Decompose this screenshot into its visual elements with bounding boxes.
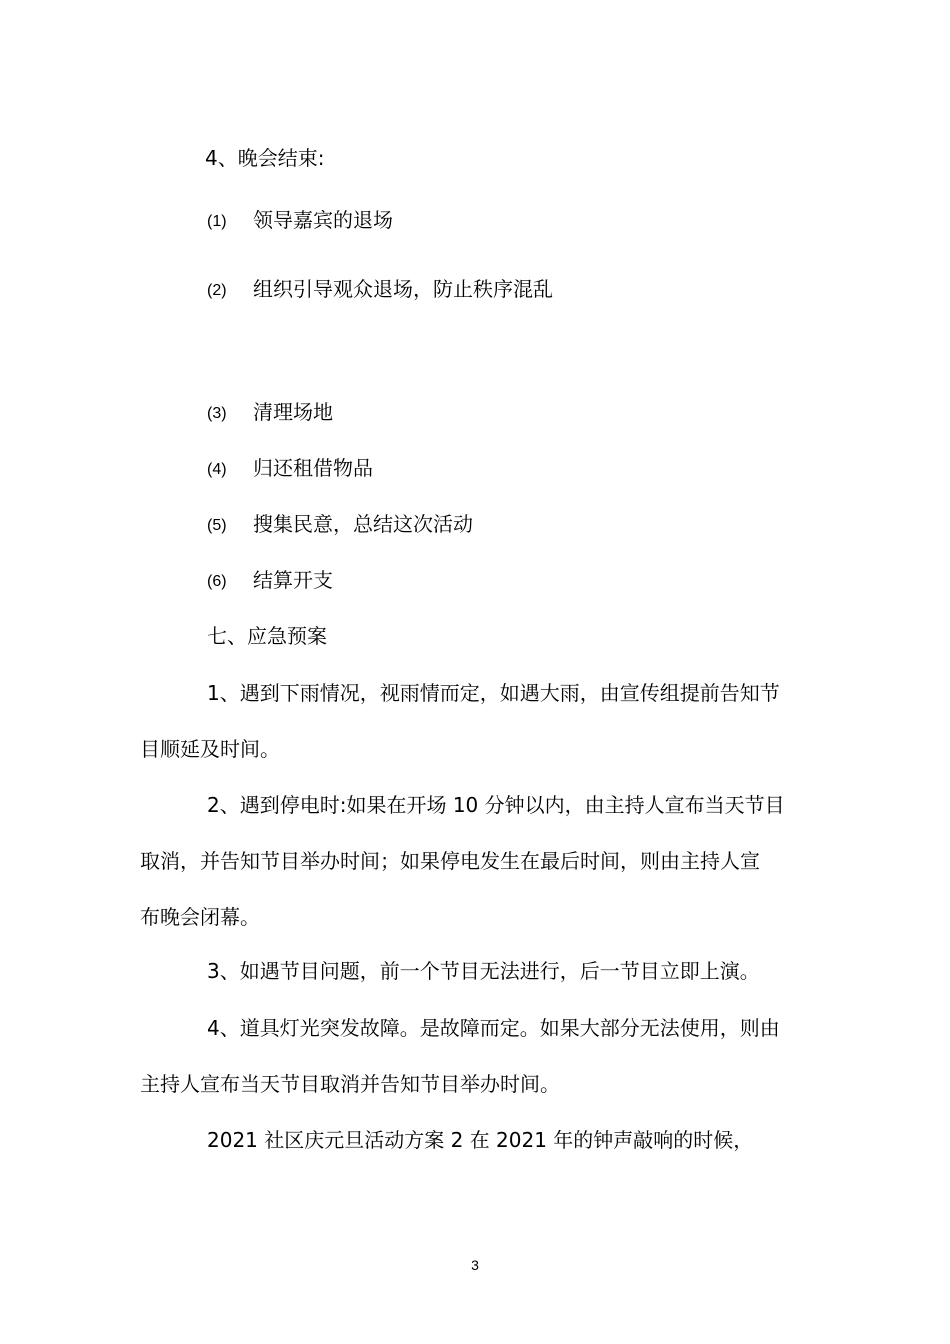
paragraph-line: 主持人宣布当天节目取消并告知节目举办时间。 <box>140 1072 560 1096</box>
paragraph-line: 布晚会闭幕。 <box>140 905 260 929</box>
paragraph-line: 1、遇到下雨情况，视雨情而定，如遇大雨，由宣传组提前告知节 <box>207 681 780 705</box>
list-item-number: (5) <box>207 517 227 534</box>
list-item-text: 结算开支 <box>253 568 333 592</box>
list-item-number: (4) <box>207 461 227 478</box>
list-item-text: 清理场地 <box>253 400 333 424</box>
list-item-number: (6) <box>207 573 227 590</box>
paragraph-line: 2021 社区庆元旦活动方案 2 在 2021 年的钟声敲响的时候， <box>207 1128 754 1152</box>
list-item-text: 搜集民意，总结这次活动 <box>253 512 473 536</box>
section-heading-4: 4、晚会结束: <box>205 146 325 170</box>
paragraph-line: 4、道具灯光突发故障。是故障而定。如果大部分无法使用，则由 <box>207 1016 780 1040</box>
paragraph-line: 3、如遇节目问题，前一个节目无法进行，后一节目立即上演。 <box>207 959 760 983</box>
page-number: 3 <box>471 1257 479 1273</box>
paragraph-line: 取消，并告知节目举办时间；如果停电发生在最后时间，则由主持人宣 <box>140 849 760 873</box>
list-item-text: 组织引导观众退场，防止秩序混乱 <box>253 277 553 301</box>
list-item-number: (1) <box>207 213 227 230</box>
list-item-text: 归还租借物品 <box>253 456 373 480</box>
list-item-text: 领导嘉宾的退场 <box>253 208 393 232</box>
list-item-number: (3) <box>207 405 227 422</box>
paragraph-line: 2、遇到停电时:如果在开场 10 分钟以内，由主持人宣布当天节目 <box>207 793 785 817</box>
list-item-number: (2) <box>207 282 227 299</box>
paragraph-line: 目顺延及时间。 <box>140 737 280 761</box>
section-title-7: 七、应急预案 <box>207 624 327 648</box>
